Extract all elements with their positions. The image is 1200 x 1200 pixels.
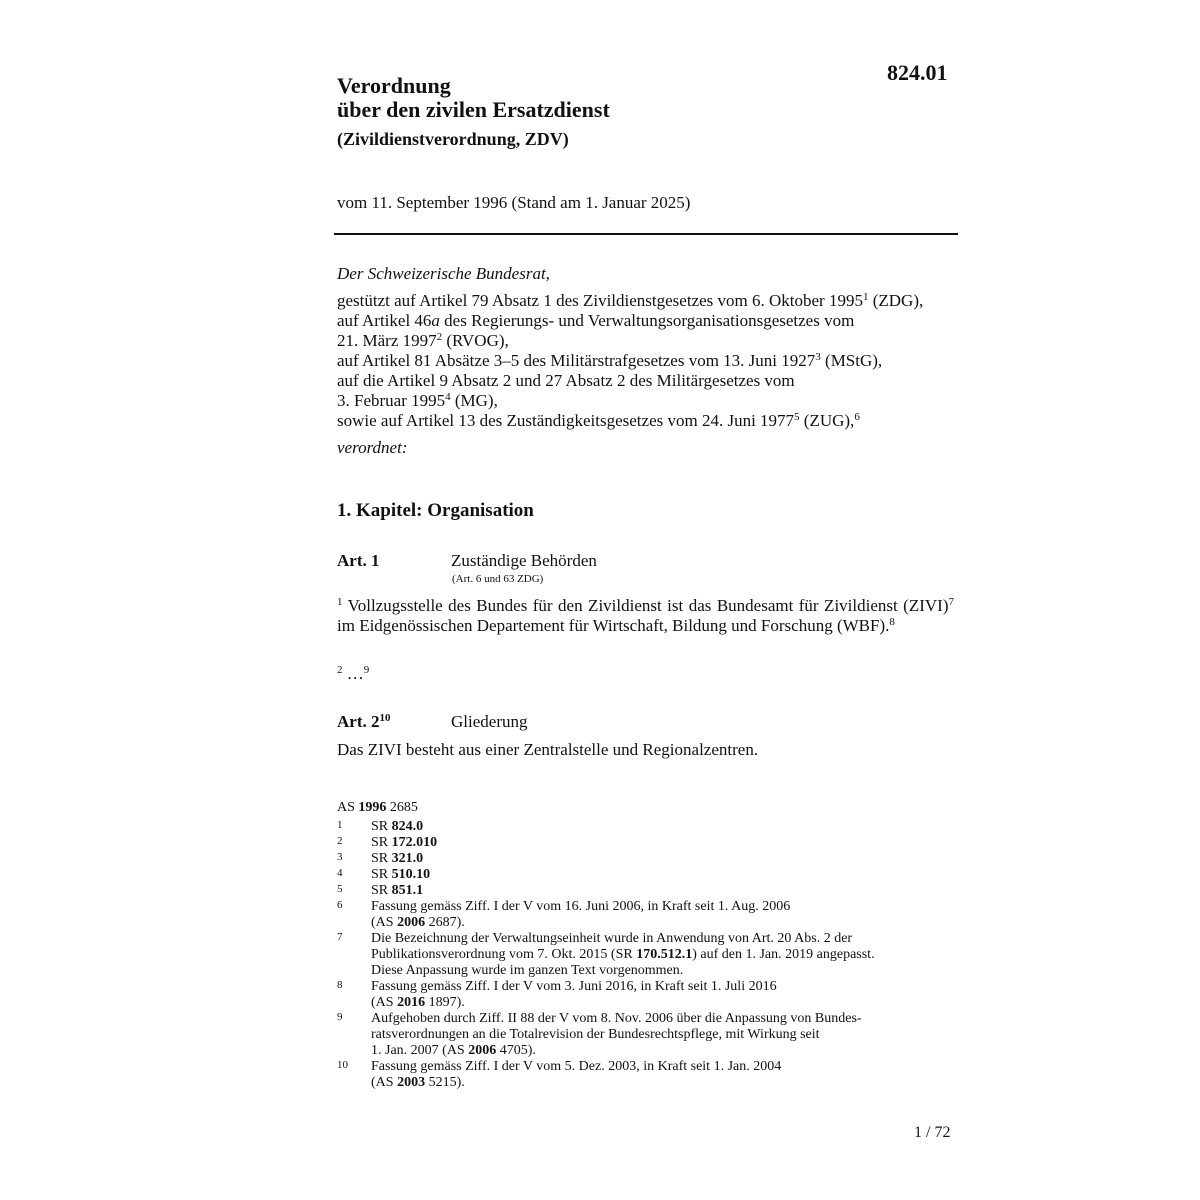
- text: 2687).: [425, 915, 465, 930]
- header-divider: [334, 233, 958, 235]
- footnote-line: [371, 947, 957, 963]
- text: (AS: [371, 915, 398, 930]
- footnote-number: 8: [337, 979, 343, 991]
- preamble-line: [337, 331, 977, 351]
- text: (MG),: [450, 391, 498, 410]
- text: 3. Februar 1995: [337, 391, 446, 410]
- footnote: [337, 819, 957, 835]
- footnote-line: [371, 1075, 957, 1091]
- article-number: Art. 1: [337, 551, 380, 570]
- text: (ZUG),: [799, 411, 855, 430]
- chapter-heading: 1. Kapitel: Organisation: [337, 500, 534, 521]
- footnote-number: 7: [337, 931, 343, 943]
- text: 1. Jan. 2007 (AS: [371, 1043, 469, 1058]
- footnote-number: 9: [337, 1011, 343, 1023]
- article-title: Zuständige Behörden: [451, 551, 597, 570]
- text: Fassung gemäss Ziff. I der V vom 16. Juni 2006, in Kraft seit 1. Aug. 2006: [371, 899, 791, 914]
- footnote-ref[interactable]: 8: [889, 616, 895, 628]
- footnotes: [337, 800, 957, 1091]
- paragraph-number: 1: [337, 596, 343, 608]
- footnote-ref[interactable]: 2: [436, 331, 443, 343]
- page-number: 1 / 72: [914, 1124, 951, 1141]
- text: 172.010: [391, 835, 438, 850]
- footnote-line: [371, 995, 957, 1011]
- title-line-1: Verordnung: [337, 73, 451, 98]
- footnote-line: [371, 915, 957, 931]
- text: SR: [371, 835, 392, 850]
- preamble-line: [337, 311, 977, 331]
- text: 321.0: [391, 851, 424, 866]
- text: 851.1: [391, 883, 424, 898]
- footnote-number: 2: [337, 835, 343, 847]
- preamble-line: [337, 391, 977, 411]
- text: Art. 2: [337, 712, 380, 731]
- text: 5215).: [425, 1075, 465, 1090]
- footnote: [337, 1059, 957, 1091]
- footnote-line: [371, 931, 957, 947]
- footnote-number: 5: [337, 883, 343, 895]
- article-reference: (Art. 6 und 63 ZDG): [452, 573, 544, 585]
- text: des Regierungs- und Verwaltungsorganisationsgesetzes vom: [439, 311, 855, 330]
- footnote-number: 3: [337, 851, 343, 863]
- footnote: [337, 835, 957, 851]
- text: gestützt auf Artikel 79 Absatz 1 des Zivildienstgesetzes vom 6. Oktober 1995: [337, 291, 863, 310]
- article-paragraph: [337, 664, 954, 684]
- text: 2006: [468, 1043, 497, 1058]
- preamble-line: [337, 371, 977, 391]
- article-paragraph: Das ZIVI besteht aus einer Zentralstelle und Regionalzentren.: [337, 740, 759, 759]
- title-short: (Zivildienstverordnung, ZDV): [337, 129, 569, 149]
- text: a: [431, 311, 440, 330]
- footnote: [337, 931, 957, 979]
- text: 2016: [397, 995, 426, 1010]
- footnote-ref[interactable]: 4: [445, 391, 451, 403]
- text: Diese Anpassung wurde im ganzen Text vorgenommen.: [371, 963, 684, 978]
- text: Fassung gemäss Ziff. I der V vom 3. Juni 2016, in Kraft seit 1. Juli 2016: [371, 979, 777, 994]
- footnote-number: 1: [337, 819, 343, 831]
- preamble-line: [337, 291, 977, 311]
- text: 1996: [358, 800, 387, 815]
- footnote: [337, 899, 957, 931]
- footnote-line: [371, 979, 957, 995]
- text: auf Artikel 46: [337, 311, 432, 330]
- text: 2685: [386, 800, 418, 815]
- article-title: Gliederung: [451, 712, 528, 731]
- text: ratsverordnungen an die Totalrevision der Bundesrechtspflege, mit Wirkung seit: [371, 1027, 820, 1042]
- article-number: [337, 712, 390, 732]
- text: 1897).: [425, 995, 465, 1010]
- preamble-authority: Der Schweizerische Bundesrat,: [337, 264, 550, 283]
- footnote-line: [371, 883, 957, 899]
- text: (AS: [371, 995, 398, 1010]
- text: SR: [371, 819, 392, 834]
- date-line: vom 11. September 1996 (Stand am 1. Januar 2025): [337, 193, 691, 212]
- footnote: [337, 1011, 957, 1059]
- footnote-list: [337, 819, 957, 1091]
- footnote-number: 6: [337, 899, 343, 911]
- footnote: [337, 883, 957, 899]
- text: auf Artikel 81 Absätze 3–5 des Militärstrafgesetzes vom 13. Juni 1927: [337, 351, 816, 370]
- sr-number: 824.01: [887, 60, 948, 85]
- footnote-line: [371, 1011, 957, 1027]
- footnote-ref[interactable]: 5: [794, 411, 800, 423]
- footnote-line: [371, 851, 957, 867]
- preamble-basis: [337, 291, 977, 431]
- text: Fassung gemäss Ziff. I der V vom 5. Dez. 2003, in Kraft seit 1. Jan. 2004: [371, 1059, 782, 1074]
- text: im Eidgenössischen Departement für Wirtschaft, Bildung und Forschung (WBF).: [337, 616, 890, 635]
- footnote-ref[interactable]: 6: [854, 411, 860, 423]
- text: 2006: [397, 915, 426, 930]
- text: Aufgehoben durch Ziff. II 88 der V vom 8. Nov. 2006 über die Anpassung von Bundes-: [371, 1011, 862, 1026]
- footnote-number: 4: [337, 867, 343, 879]
- footnote-ref[interactable]: 9: [363, 664, 370, 676]
- text: (MStG),: [820, 351, 883, 370]
- text: Vollzugsstelle des Bundes für den Zivildienst ist das Bundesamt für Zivildienst (ZIVI): [342, 596, 949, 615]
- footnote-line: [371, 963, 957, 979]
- text: 510.10: [391, 867, 431, 882]
- footnote-line: [371, 819, 957, 835]
- text: 824.0: [391, 819, 424, 834]
- text: Publikationsverordnung vom 7. Okt. 2015 (SR: [371, 947, 637, 962]
- preamble-line: [337, 351, 977, 371]
- footnote: [337, 867, 957, 883]
- footnote-line: [371, 1059, 957, 1075]
- footnote-line: [371, 1043, 957, 1059]
- footnote: [337, 851, 957, 867]
- text: (ZDG),: [868, 291, 924, 310]
- text: AS: [337, 800, 359, 815]
- text: Die Bezeichnung der Verwaltungseinheit wurde in Anwendung von Art. 20 Abs. 2 der: [371, 931, 853, 946]
- preamble-line: [337, 411, 977, 431]
- footnote-number: 10: [337, 1059, 348, 1071]
- text: (RVOG),: [442, 331, 509, 350]
- text: SR: [371, 883, 392, 898]
- text: 4705).: [496, 1043, 536, 1058]
- text: sowie auf Artikel 13 des Zuständigkeitsgesetzes vom 24. Juni 1977: [337, 411, 795, 430]
- text: 170.512.1: [636, 947, 693, 962]
- text: ) auf den 1. Jan. 2019 angepasst.: [692, 947, 875, 962]
- official-collection-ref: [337, 800, 957, 816]
- footnote-ref[interactable]: 10: [379, 712, 391, 724]
- footnote-line: [371, 867, 957, 883]
- text: SR: [371, 867, 392, 882]
- footnote-line: [371, 1027, 957, 1043]
- text: SR: [371, 851, 392, 866]
- footnote-line: [371, 835, 957, 851]
- footnote-ref[interactable]: 1: [862, 291, 869, 303]
- paragraph-number: 2: [337, 664, 343, 676]
- footnote-ref[interactable]: 7: [948, 596, 954, 608]
- footnote: [337, 979, 957, 1011]
- text: 2003: [397, 1075, 426, 1090]
- article-paragraph: [337, 596, 954, 636]
- text: (AS: [371, 1075, 398, 1090]
- title-line-2: über den zivilen Ersatzdienst: [337, 97, 610, 122]
- footnote-line: [371, 899, 957, 915]
- text: …: [342, 664, 364, 683]
- text: 21. März 1997: [337, 331, 437, 350]
- preamble-decree: verordnet:: [337, 438, 408, 457]
- text: auf die Artikel 9 Absatz 2 und 27 Absatz 2 des Militärgesetzes vom: [337, 371, 795, 390]
- footnote-ref[interactable]: 3: [815, 351, 821, 363]
